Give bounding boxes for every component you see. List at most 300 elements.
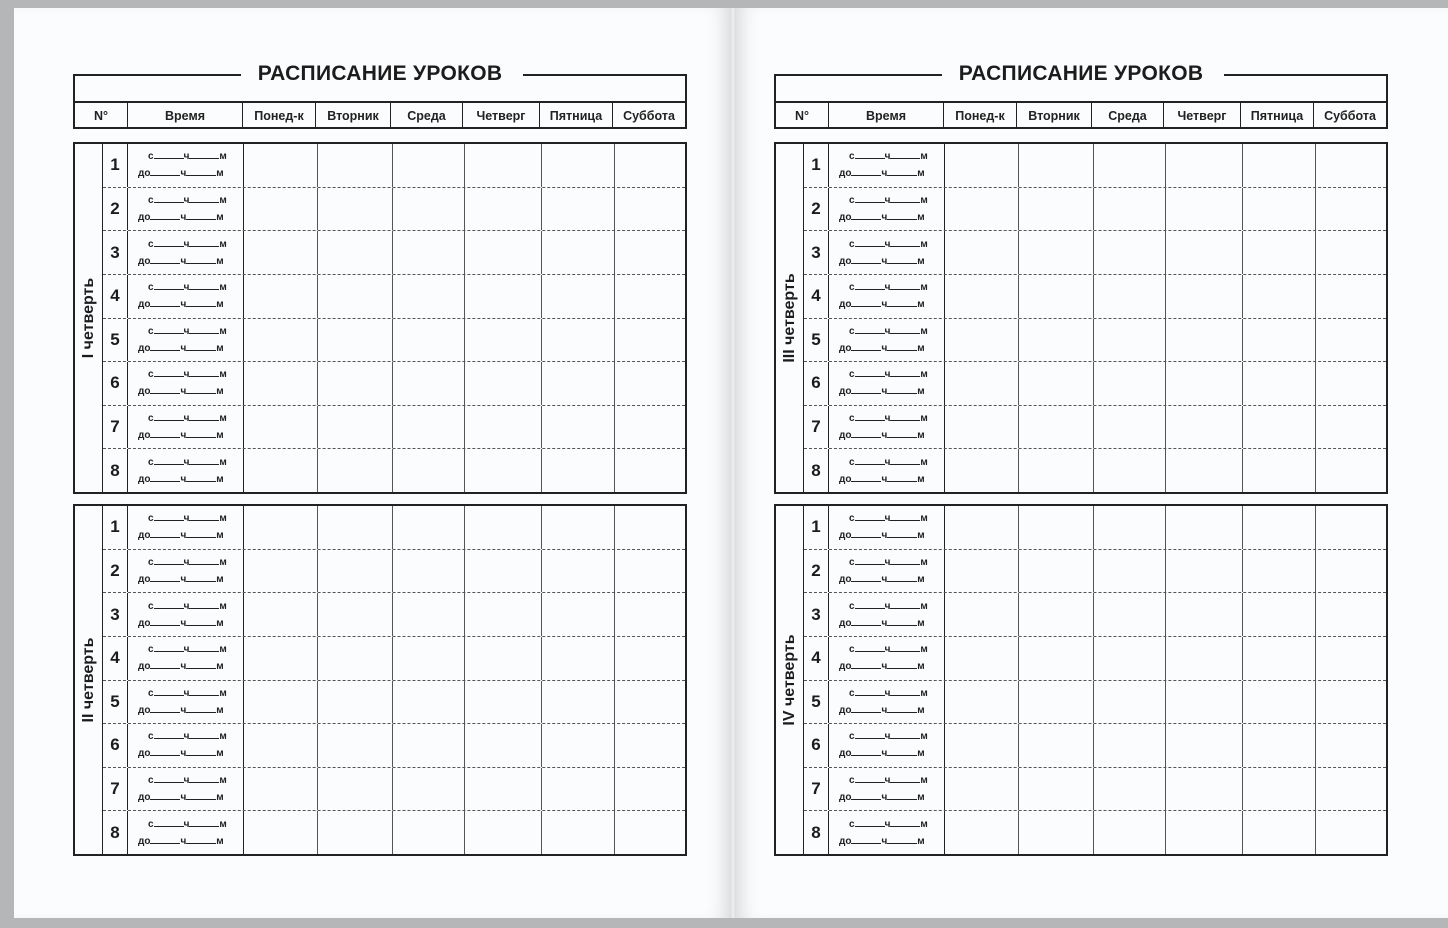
minutes-blank[interactable]	[189, 686, 219, 696]
day-cell[interactable]	[1019, 681, 1094, 724]
time-cell[interactable]	[829, 768, 945, 811]
day-cell[interactable]	[318, 768, 393, 811]
day-cell[interactable]	[393, 188, 465, 231]
day-cell[interactable]	[1019, 362, 1094, 405]
day-cell[interactable]	[1019, 811, 1094, 854]
day-cell[interactable]	[244, 724, 318, 767]
hours-blank[interactable]	[855, 555, 885, 565]
day-cell[interactable]	[1019, 319, 1094, 362]
minutes-blank[interactable]	[189, 511, 219, 521]
day-cell[interactable]	[1094, 188, 1166, 231]
day-cell[interactable]	[244, 550, 318, 593]
hours-blank[interactable]	[154, 642, 184, 652]
time-cell[interactable]	[128, 449, 244, 492]
day-cell[interactable]	[1316, 406, 1386, 449]
day-cell[interactable]	[1166, 768, 1243, 811]
day-cell[interactable]	[1094, 506, 1166, 549]
minutes-blank[interactable]	[186, 428, 216, 438]
day-cell[interactable]	[1243, 550, 1316, 593]
time-cell[interactable]	[829, 231, 945, 274]
day-cell[interactable]	[542, 449, 615, 492]
day-cell[interactable]	[465, 188, 542, 231]
day-cell[interactable]	[1316, 506, 1386, 549]
day-cell[interactable]	[244, 406, 318, 449]
day-cell[interactable]	[945, 506, 1019, 549]
minutes-blank[interactable]	[186, 572, 216, 582]
minutes-blank[interactable]	[890, 686, 920, 696]
time-cell[interactable]	[829, 144, 945, 187]
hours-blank[interactable]	[851, 528, 881, 538]
minutes-blank[interactable]	[189, 455, 219, 465]
time-cell[interactable]	[128, 144, 244, 187]
day-cell[interactable]	[1094, 768, 1166, 811]
day-cell[interactable]	[1166, 406, 1243, 449]
hours-blank[interactable]	[154, 455, 184, 465]
hours-blank[interactable]	[855, 149, 885, 159]
minutes-blank[interactable]	[887, 528, 917, 538]
day-cell[interactable]	[393, 275, 465, 318]
day-cell[interactable]	[1243, 231, 1316, 274]
day-cell[interactable]	[1166, 231, 1243, 274]
day-cell[interactable]	[1094, 406, 1166, 449]
day-cell[interactable]	[393, 637, 465, 680]
day-cell[interactable]	[1316, 768, 1386, 811]
day-cell[interactable]	[465, 362, 542, 405]
hours-blank[interactable]	[150, 746, 180, 756]
day-cell[interactable]	[945, 811, 1019, 854]
day-cell[interactable]	[318, 550, 393, 593]
minutes-blank[interactable]	[186, 297, 216, 307]
time-cell[interactable]	[829, 637, 945, 680]
day-cell[interactable]	[1243, 637, 1316, 680]
day-cell[interactable]	[1019, 550, 1094, 593]
day-cell[interactable]	[945, 550, 1019, 593]
day-cell[interactable]	[244, 681, 318, 724]
day-cell[interactable]	[244, 144, 318, 187]
hours-blank[interactable]	[150, 341, 180, 351]
day-cell[interactable]	[1316, 724, 1386, 767]
hours-blank[interactable]	[851, 254, 881, 264]
day-cell[interactable]	[1019, 449, 1094, 492]
hours-blank[interactable]	[150, 659, 180, 669]
day-cell[interactable]	[1094, 681, 1166, 724]
minutes-blank[interactable]	[186, 166, 216, 176]
day-cell[interactable]	[393, 681, 465, 724]
day-cell[interactable]	[244, 593, 318, 636]
day-cell[interactable]	[1166, 681, 1243, 724]
hours-blank[interactable]	[154, 686, 184, 696]
time-cell[interactable]	[128, 406, 244, 449]
day-cell[interactable]	[244, 768, 318, 811]
day-cell[interactable]	[1166, 275, 1243, 318]
day-cell[interactable]	[465, 506, 542, 549]
hours-blank[interactable]	[154, 149, 184, 159]
minutes-blank[interactable]	[189, 324, 219, 334]
day-cell[interactable]	[945, 319, 1019, 362]
day-cell[interactable]	[1316, 637, 1386, 680]
day-cell[interactable]	[393, 593, 465, 636]
day-cell[interactable]	[615, 550, 685, 593]
day-cell[interactable]	[615, 406, 685, 449]
day-cell[interactable]	[542, 275, 615, 318]
hours-blank[interactable]	[150, 790, 180, 800]
minutes-blank[interactable]	[887, 659, 917, 669]
minutes-blank[interactable]	[189, 642, 219, 652]
minutes-blank[interactable]	[887, 210, 917, 220]
hours-blank[interactable]	[150, 297, 180, 307]
day-cell[interactable]	[318, 144, 393, 187]
hours-blank[interactable]	[851, 834, 881, 844]
hours-blank[interactable]	[851, 341, 881, 351]
day-cell[interactable]	[1094, 449, 1166, 492]
day-cell[interactable]	[318, 637, 393, 680]
minutes-blank[interactable]	[186, 254, 216, 264]
hours-blank[interactable]	[150, 472, 180, 482]
day-cell[interactable]	[244, 275, 318, 318]
day-cell[interactable]	[1243, 188, 1316, 231]
day-cell[interactable]	[318, 593, 393, 636]
day-cell[interactable]	[244, 449, 318, 492]
hours-blank[interactable]	[855, 511, 885, 521]
day-cell[interactable]	[945, 231, 1019, 274]
day-cell[interactable]	[542, 506, 615, 549]
day-cell[interactable]	[318, 681, 393, 724]
day-cell[interactable]	[1243, 681, 1316, 724]
hours-blank[interactable]	[150, 428, 180, 438]
day-cell[interactable]	[615, 811, 685, 854]
day-cell[interactable]	[465, 319, 542, 362]
hours-blank[interactable]	[150, 572, 180, 582]
time-cell[interactable]	[128, 188, 244, 231]
day-cell[interactable]	[244, 811, 318, 854]
hours-blank[interactable]	[855, 237, 885, 247]
hours-blank[interactable]	[154, 511, 184, 521]
day-cell[interactable]	[1316, 681, 1386, 724]
day-cell[interactable]	[393, 319, 465, 362]
hours-blank[interactable]	[154, 817, 184, 827]
day-cell[interactable]	[542, 811, 615, 854]
day-cell[interactable]	[318, 362, 393, 405]
hours-blank[interactable]	[855, 193, 885, 203]
day-cell[interactable]	[1243, 406, 1316, 449]
time-cell[interactable]	[128, 275, 244, 318]
day-cell[interactable]	[945, 275, 1019, 318]
minutes-blank[interactable]	[887, 254, 917, 264]
hours-blank[interactable]	[855, 773, 885, 783]
day-cell[interactable]	[465, 637, 542, 680]
minutes-blank[interactable]	[887, 297, 917, 307]
minutes-blank[interactable]	[887, 746, 917, 756]
day-cell[interactable]	[1019, 724, 1094, 767]
time-cell[interactable]	[829, 406, 945, 449]
day-cell[interactable]	[615, 319, 685, 362]
day-cell[interactable]	[1243, 811, 1316, 854]
minutes-blank[interactable]	[890, 642, 920, 652]
day-cell[interactable]	[465, 681, 542, 724]
hours-blank[interactable]	[855, 686, 885, 696]
day-cell[interactable]	[465, 275, 542, 318]
hours-blank[interactable]	[851, 428, 881, 438]
time-cell[interactable]	[128, 231, 244, 274]
day-cell[interactable]	[244, 188, 318, 231]
day-cell[interactable]	[1166, 319, 1243, 362]
time-cell[interactable]	[128, 724, 244, 767]
minutes-blank[interactable]	[890, 773, 920, 783]
hours-blank[interactable]	[154, 193, 184, 203]
day-cell[interactable]	[244, 637, 318, 680]
day-cell[interactable]	[393, 550, 465, 593]
hours-blank[interactable]	[154, 411, 184, 421]
day-cell[interactable]	[393, 724, 465, 767]
day-cell[interactable]	[1316, 231, 1386, 274]
minutes-blank[interactable]	[887, 384, 917, 394]
day-cell[interactable]	[1243, 362, 1316, 405]
hours-blank[interactable]	[150, 166, 180, 176]
day-cell[interactable]	[1094, 362, 1166, 405]
day-cell[interactable]	[542, 681, 615, 724]
day-cell[interactable]	[615, 681, 685, 724]
day-cell[interactable]	[1316, 811, 1386, 854]
minutes-blank[interactable]	[887, 341, 917, 351]
time-cell[interactable]	[829, 724, 945, 767]
minutes-blank[interactable]	[189, 280, 219, 290]
minutes-blank[interactable]	[890, 367, 920, 377]
day-cell[interactable]	[542, 231, 615, 274]
day-cell[interactable]	[945, 188, 1019, 231]
day-cell[interactable]	[945, 724, 1019, 767]
time-cell[interactable]	[829, 506, 945, 549]
day-cell[interactable]	[1243, 144, 1316, 187]
time-cell[interactable]	[829, 275, 945, 318]
day-cell[interactable]	[1019, 231, 1094, 274]
time-cell[interactable]	[128, 681, 244, 724]
hours-blank[interactable]	[855, 599, 885, 609]
day-cell[interactable]	[318, 319, 393, 362]
day-cell[interactable]	[244, 362, 318, 405]
day-cell[interactable]	[1166, 188, 1243, 231]
day-cell[interactable]	[1243, 506, 1316, 549]
time-cell[interactable]	[128, 637, 244, 680]
minutes-blank[interactable]	[890, 555, 920, 565]
day-cell[interactable]	[945, 768, 1019, 811]
day-cell[interactable]	[1094, 319, 1166, 362]
day-cell[interactable]	[1166, 362, 1243, 405]
day-cell[interactable]	[1316, 550, 1386, 593]
day-cell[interactable]	[1243, 319, 1316, 362]
minutes-blank[interactable]	[186, 341, 216, 351]
minutes-blank[interactable]	[887, 472, 917, 482]
minutes-blank[interactable]	[189, 367, 219, 377]
minutes-blank[interactable]	[887, 572, 917, 582]
minutes-blank[interactable]	[890, 411, 920, 421]
time-cell[interactable]	[829, 811, 945, 854]
hours-blank[interactable]	[150, 616, 180, 626]
day-cell[interactable]	[244, 319, 318, 362]
minutes-blank[interactable]	[890, 599, 920, 609]
day-cell[interactable]	[1019, 637, 1094, 680]
day-cell[interactable]	[542, 637, 615, 680]
day-cell[interactable]	[542, 188, 615, 231]
day-cell[interactable]	[465, 550, 542, 593]
hours-blank[interactable]	[154, 729, 184, 739]
day-cell[interactable]	[542, 319, 615, 362]
day-cell[interactable]	[615, 724, 685, 767]
hours-blank[interactable]	[851, 166, 881, 176]
day-cell[interactable]	[1243, 724, 1316, 767]
day-cell[interactable]	[945, 681, 1019, 724]
time-cell[interactable]	[128, 550, 244, 593]
day-cell[interactable]	[1019, 188, 1094, 231]
day-cell[interactable]	[1094, 231, 1166, 274]
day-cell[interactable]	[318, 724, 393, 767]
hours-blank[interactable]	[851, 659, 881, 669]
time-cell[interactable]	[829, 362, 945, 405]
day-cell[interactable]	[615, 231, 685, 274]
hours-blank[interactable]	[150, 528, 180, 538]
hours-blank[interactable]	[150, 703, 180, 713]
minutes-blank[interactable]	[887, 166, 917, 176]
day-cell[interactable]	[945, 593, 1019, 636]
day-cell[interactable]	[1316, 449, 1386, 492]
day-cell[interactable]	[1166, 637, 1243, 680]
minutes-blank[interactable]	[189, 599, 219, 609]
minutes-blank[interactable]	[890, 455, 920, 465]
hours-blank[interactable]	[851, 210, 881, 220]
hours-blank[interactable]	[855, 324, 885, 334]
day-cell[interactable]	[393, 506, 465, 549]
day-cell[interactable]	[615, 768, 685, 811]
day-cell[interactable]	[1166, 550, 1243, 593]
day-cell[interactable]	[318, 188, 393, 231]
day-cell[interactable]	[1243, 275, 1316, 318]
day-cell[interactable]	[945, 362, 1019, 405]
hours-blank[interactable]	[150, 210, 180, 220]
day-cell[interactable]	[1316, 319, 1386, 362]
day-cell[interactable]	[542, 406, 615, 449]
day-cell[interactable]	[393, 406, 465, 449]
day-cell[interactable]	[1094, 811, 1166, 854]
day-cell[interactable]	[1019, 406, 1094, 449]
day-cell[interactable]	[393, 362, 465, 405]
day-cell[interactable]	[465, 449, 542, 492]
minutes-blank[interactable]	[890, 729, 920, 739]
day-cell[interactable]	[465, 593, 542, 636]
hours-blank[interactable]	[154, 367, 184, 377]
day-cell[interactable]	[542, 768, 615, 811]
day-cell[interactable]	[244, 231, 318, 274]
minutes-blank[interactable]	[189, 237, 219, 247]
minutes-blank[interactable]	[887, 428, 917, 438]
day-cell[interactable]	[945, 449, 1019, 492]
hours-blank[interactable]	[855, 280, 885, 290]
day-cell[interactable]	[1316, 188, 1386, 231]
day-cell[interactable]	[542, 724, 615, 767]
day-cell[interactable]	[1316, 144, 1386, 187]
hours-blank[interactable]	[855, 411, 885, 421]
hours-blank[interactable]	[851, 297, 881, 307]
minutes-blank[interactable]	[186, 834, 216, 844]
day-cell[interactable]	[945, 637, 1019, 680]
day-cell[interactable]	[1243, 593, 1316, 636]
day-cell[interactable]	[1166, 811, 1243, 854]
day-cell[interactable]	[542, 550, 615, 593]
day-cell[interactable]	[1094, 637, 1166, 680]
day-cell[interactable]	[465, 144, 542, 187]
day-cell[interactable]	[465, 768, 542, 811]
minutes-blank[interactable]	[189, 773, 219, 783]
hours-blank[interactable]	[851, 790, 881, 800]
minutes-blank[interactable]	[186, 384, 216, 394]
day-cell[interactable]	[318, 275, 393, 318]
day-cell[interactable]	[1316, 275, 1386, 318]
day-cell[interactable]	[542, 362, 615, 405]
hours-blank[interactable]	[150, 384, 180, 394]
minutes-blank[interactable]	[890, 193, 920, 203]
day-cell[interactable]	[318, 811, 393, 854]
day-cell[interactable]	[1166, 144, 1243, 187]
hours-blank[interactable]	[851, 472, 881, 482]
day-cell[interactable]	[1094, 550, 1166, 593]
day-cell[interactable]	[393, 144, 465, 187]
minutes-blank[interactable]	[887, 703, 917, 713]
day-cell[interactable]	[615, 275, 685, 318]
minutes-blank[interactable]	[186, 703, 216, 713]
day-cell[interactable]	[615, 637, 685, 680]
day-cell[interactable]	[615, 362, 685, 405]
hours-blank[interactable]	[855, 817, 885, 827]
day-cell[interactable]	[1019, 593, 1094, 636]
minutes-blank[interactable]	[186, 790, 216, 800]
day-cell[interactable]	[1166, 506, 1243, 549]
time-cell[interactable]	[829, 449, 945, 492]
day-cell[interactable]	[1316, 362, 1386, 405]
time-cell[interactable]	[829, 550, 945, 593]
day-cell[interactable]	[1243, 768, 1316, 811]
minutes-blank[interactable]	[189, 149, 219, 159]
minutes-blank[interactable]	[186, 528, 216, 538]
day-cell[interactable]	[1166, 449, 1243, 492]
day-cell[interactable]	[1019, 768, 1094, 811]
time-cell[interactable]	[128, 362, 244, 405]
minutes-blank[interactable]	[186, 472, 216, 482]
minutes-blank[interactable]	[186, 746, 216, 756]
time-cell[interactable]	[128, 811, 244, 854]
hours-blank[interactable]	[855, 455, 885, 465]
day-cell[interactable]	[1094, 593, 1166, 636]
day-cell[interactable]	[318, 231, 393, 274]
hours-blank[interactable]	[154, 237, 184, 247]
hours-blank[interactable]	[150, 834, 180, 844]
minutes-blank[interactable]	[890, 237, 920, 247]
time-cell[interactable]	[829, 319, 945, 362]
minutes-blank[interactable]	[186, 659, 216, 669]
minutes-blank[interactable]	[890, 511, 920, 521]
hours-blank[interactable]	[154, 280, 184, 290]
day-cell[interactable]	[1316, 593, 1386, 636]
minutes-blank[interactable]	[189, 817, 219, 827]
hours-blank[interactable]	[851, 384, 881, 394]
time-cell[interactable]	[128, 768, 244, 811]
time-cell[interactable]	[128, 319, 244, 362]
minutes-blank[interactable]	[186, 210, 216, 220]
day-cell[interactable]	[393, 449, 465, 492]
day-cell[interactable]	[465, 811, 542, 854]
hours-blank[interactable]	[851, 703, 881, 713]
minutes-blank[interactable]	[890, 324, 920, 334]
time-cell[interactable]	[128, 506, 244, 549]
minutes-blank[interactable]	[186, 616, 216, 626]
hours-blank[interactable]	[855, 367, 885, 377]
